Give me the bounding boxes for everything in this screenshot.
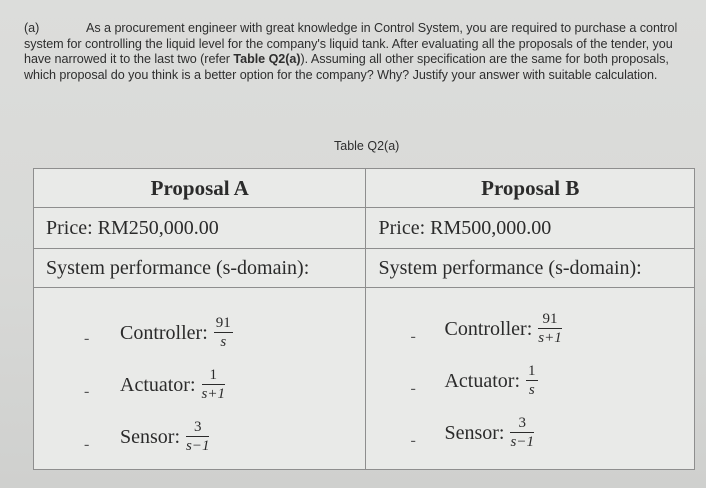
numerator: 1 bbox=[209, 367, 218, 383]
table-reference: Table Q2(a) bbox=[233, 52, 301, 67]
denominator: s−1 bbox=[510, 434, 534, 450]
components-row bbox=[34, 288, 695, 470]
question-body-start: As a procurement engineer with great knowledge in Control System, you are required to purchase a control system for controlling the liquid level for the company's liquid tank. After evaluating all the proposals of the tender, you have narrowed it to the last two (refer bbox=[24, 21, 678, 67]
transfer-function bbox=[526, 364, 538, 398]
denominator: s+1 bbox=[201, 386, 225, 402]
bullet-dash: - bbox=[84, 330, 90, 347]
numerator: 3 bbox=[518, 415, 526, 431]
proposal-a-actuator bbox=[120, 368, 225, 402]
transfer-function bbox=[202, 368, 225, 402]
component-label: Actuator: bbox=[120, 373, 196, 396]
proposal-a-sensor bbox=[120, 420, 209, 454]
bullet-dash: - bbox=[410, 328, 416, 345]
proposal-a-price: Price: RM250,000.00 bbox=[34, 208, 366, 249]
bullet-dash: - bbox=[410, 432, 416, 449]
bullet-dash: - bbox=[84, 436, 90, 453]
proposal-a-title: Proposal A bbox=[34, 169, 366, 208]
proposal-b-performance-label: System performance (s-domain): bbox=[366, 249, 695, 288]
table-caption: Table Q2(a) bbox=[334, 139, 400, 153]
denominator: s bbox=[220, 334, 227, 350]
price-row bbox=[34, 208, 695, 249]
proposal-b-components bbox=[366, 288, 695, 470]
numerator: 91 bbox=[215, 315, 231, 331]
transfer-function bbox=[214, 316, 233, 350]
proposal-b-sensor bbox=[444, 416, 533, 450]
proposal-b-controller bbox=[444, 312, 561, 346]
numerator: 1 bbox=[528, 363, 536, 379]
denominator: s−1 bbox=[186, 438, 210, 454]
proposal-a-controller bbox=[120, 316, 233, 350]
transfer-function bbox=[186, 420, 209, 454]
component-label: Controller: bbox=[444, 317, 533, 340]
component-label: Sensor: bbox=[444, 421, 505, 444]
question-text bbox=[24, 21, 702, 84]
transfer-function bbox=[538, 312, 561, 346]
proposal-a-components bbox=[34, 288, 366, 470]
proposal-b-actuator bbox=[444, 364, 537, 398]
bullet-dash: - bbox=[410, 380, 416, 397]
bullet-dash: - bbox=[84, 383, 90, 400]
numerator: 3 bbox=[193, 419, 202, 435]
proposals-table bbox=[33, 168, 695, 470]
transfer-function bbox=[510, 416, 533, 450]
component-label: Actuator: bbox=[444, 369, 521, 392]
question-label: (a) bbox=[24, 21, 40, 35]
proposal-b-title: Proposal B bbox=[366, 169, 695, 208]
component-label: Sensor: bbox=[120, 425, 180, 448]
denominator: s+1 bbox=[538, 330, 562, 346]
performance-row bbox=[34, 249, 695, 288]
question-body-end: ). Assuming all other specification are the same for both proposals, which proposal do you think is a better option for the company? Why? Justify your answer with suitable calculation. bbox=[24, 52, 669, 83]
proposal-a-performance-label: System performance (s-domain): bbox=[34, 249, 366, 288]
header-row bbox=[34, 169, 695, 208]
component-label: Controller: bbox=[120, 321, 208, 344]
numerator: 91 bbox=[542, 311, 558, 327]
proposal-b-price: Price: RM500,000.00 bbox=[366, 208, 695, 249]
denominator: s bbox=[528, 382, 535, 398]
